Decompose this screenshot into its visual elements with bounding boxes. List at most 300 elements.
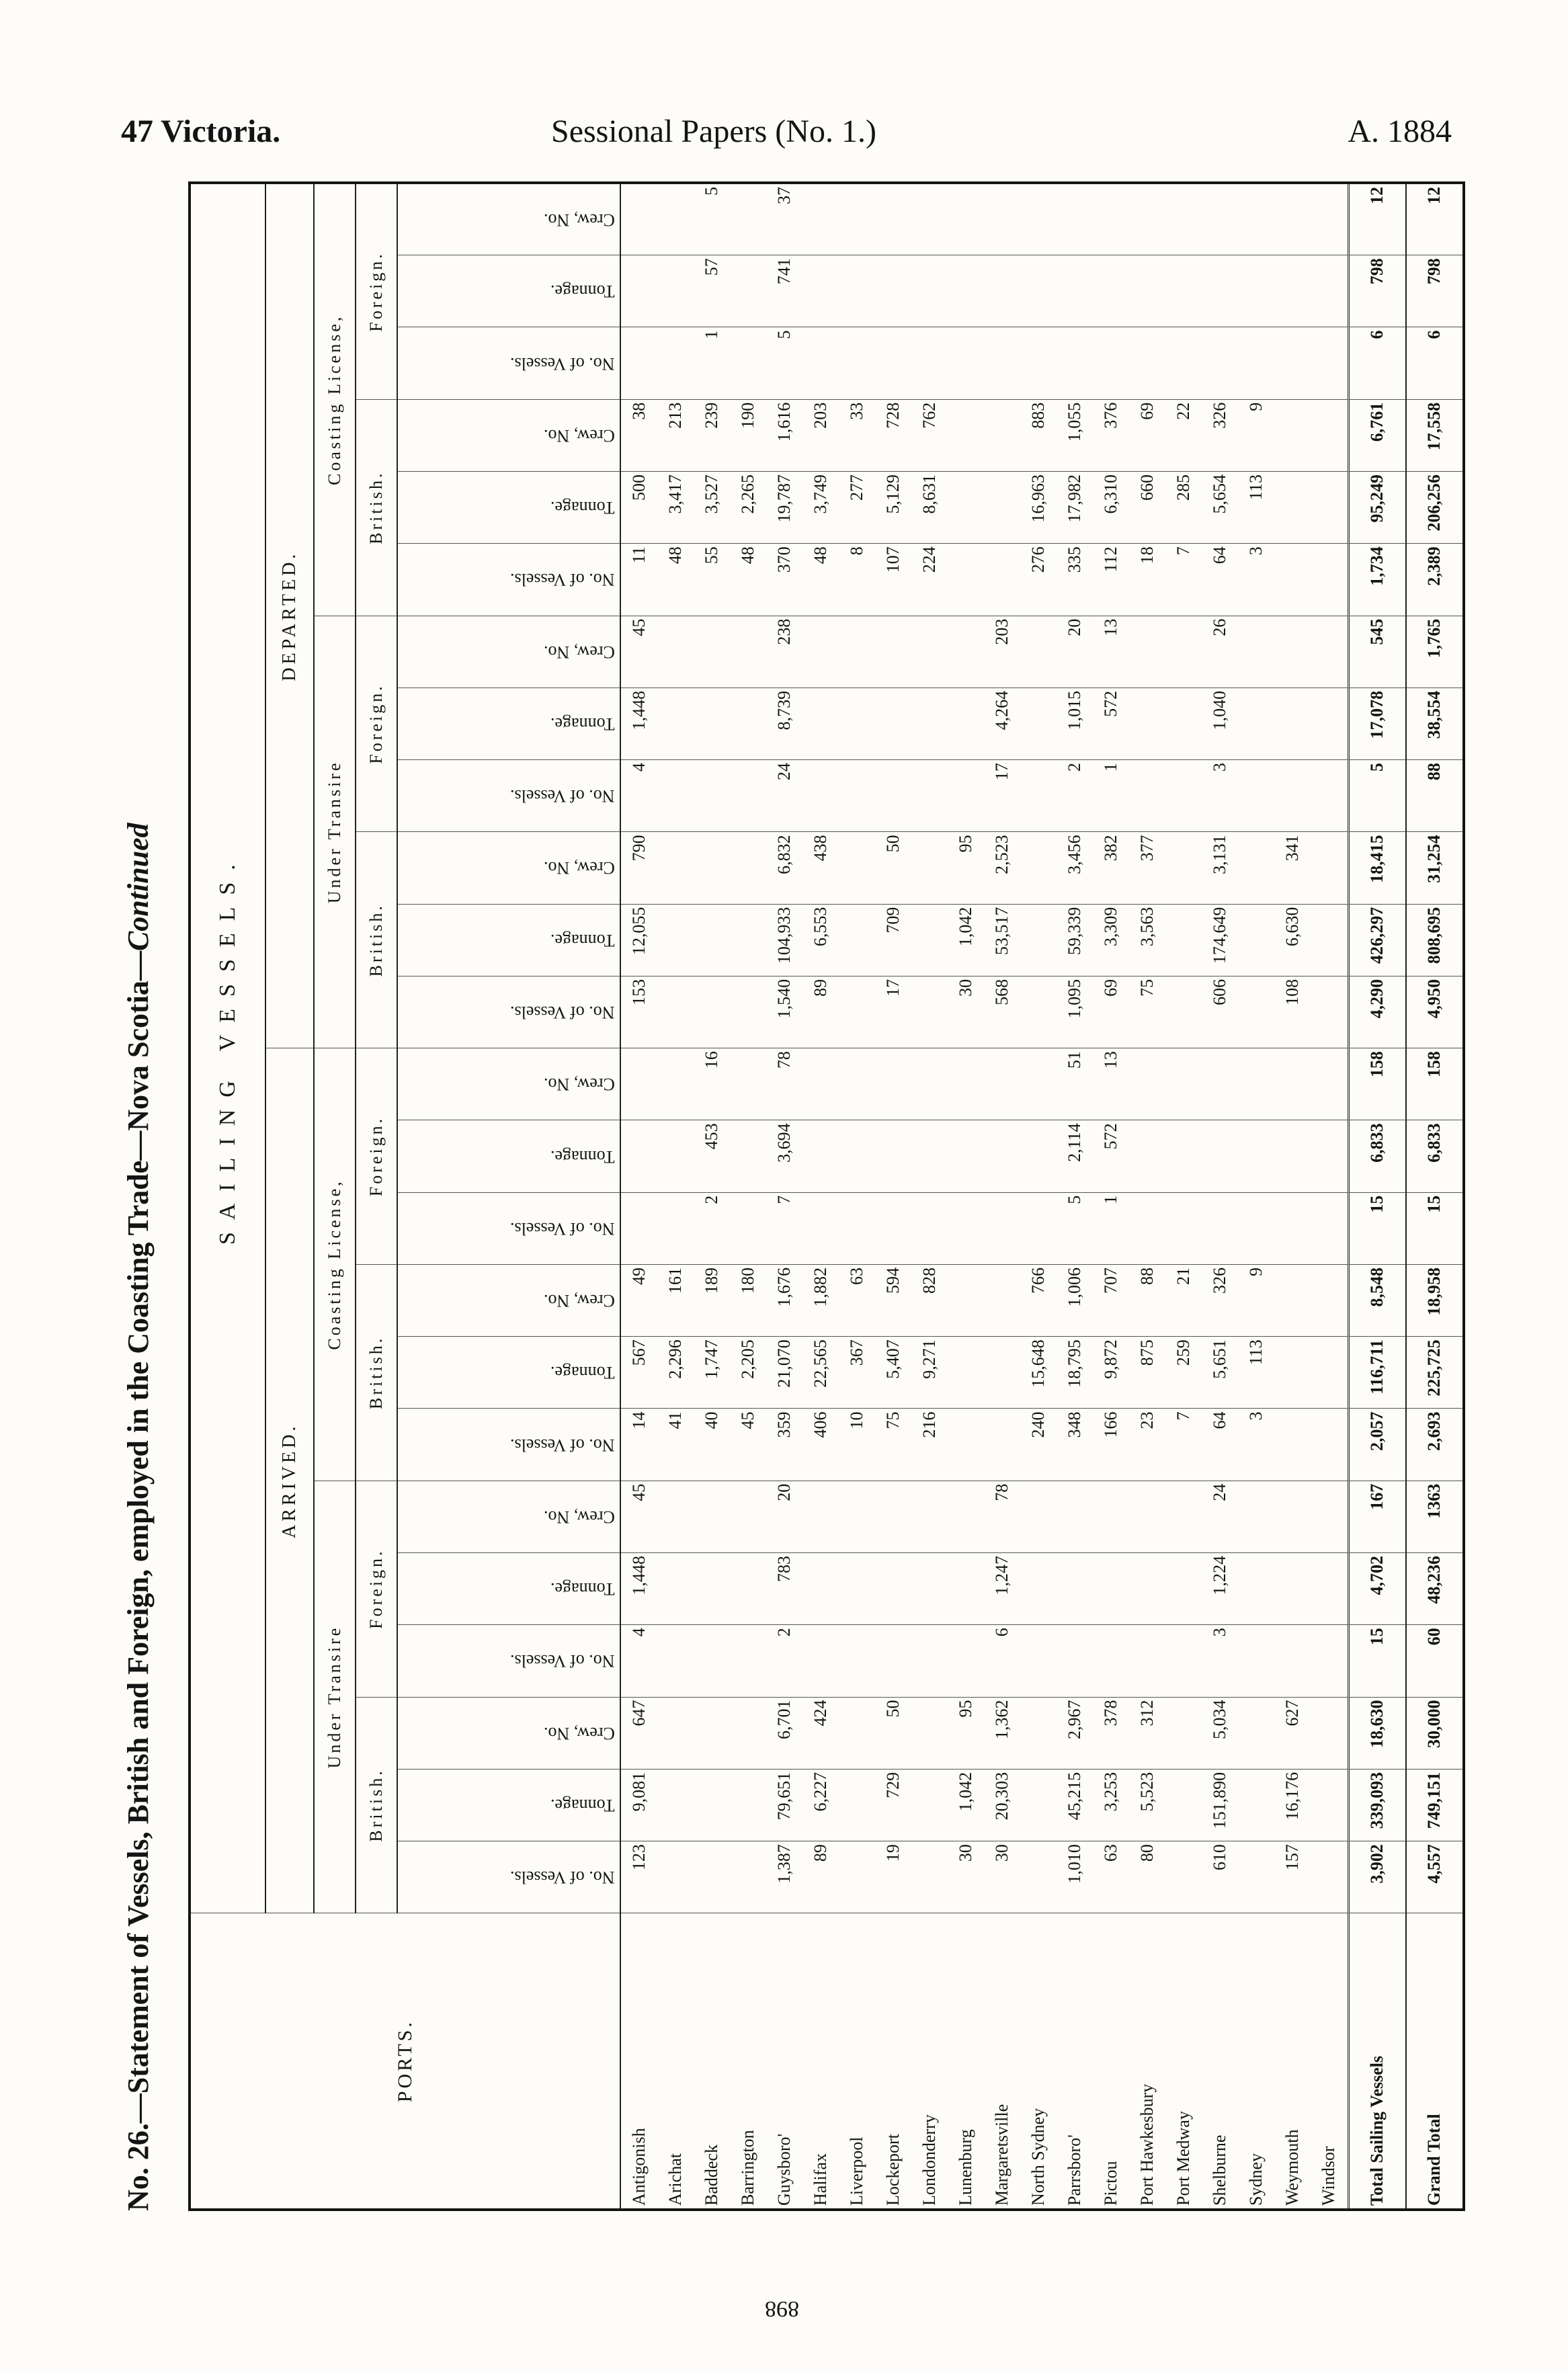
table-cell	[839, 1769, 875, 1841]
table-cell	[911, 688, 948, 759]
table-cell: 75	[1129, 976, 1165, 1048]
column-heading-text: Tonnage.	[550, 1579, 615, 1599]
table-cell	[730, 688, 766, 759]
table-cell: 3	[1202, 1625, 1238, 1697]
table-cell	[1129, 760, 1165, 832]
table-cell: 6,761	[1348, 399, 1406, 471]
table-cell	[1165, 327, 1202, 399]
table-cell	[1274, 760, 1311, 832]
table-cell: 64	[1202, 1409, 1238, 1481]
table-cell	[657, 1841, 694, 1913]
table-cell: 30	[948, 1841, 984, 1913]
table-cell: 112	[1093, 544, 1129, 616]
table-cell	[1238, 1048, 1274, 1120]
table-cell: 875	[1129, 1337, 1165, 1409]
tonnage-column-heading	[397, 904, 620, 976]
table-cell	[911, 183, 948, 255]
table-cell: 104,933	[766, 904, 802, 976]
table-cell: 158	[1406, 1048, 1464, 1120]
table-cell	[1311, 688, 1348, 759]
table-cell: 883	[1020, 399, 1057, 471]
table-cell	[802, 1048, 839, 1120]
table-cell: 1,006	[1057, 1264, 1093, 1336]
table-cell	[948, 1625, 984, 1697]
table-cell	[802, 760, 839, 832]
table-cell	[1238, 688, 1274, 759]
table-cell	[984, 544, 1020, 616]
table-cell: 2,389	[1406, 544, 1464, 616]
table-cell	[839, 688, 875, 759]
table-cell	[1129, 1625, 1165, 1697]
table-cell: 4,264	[984, 688, 1020, 759]
table-cell: 16,176	[1274, 1769, 1311, 1841]
table-cell	[1093, 1625, 1129, 1697]
table-cell: 3,253	[1093, 1769, 1129, 1841]
table-cell: 3,563	[1129, 904, 1165, 976]
table-cell	[1165, 183, 1202, 255]
table-cell	[948, 1337, 984, 1409]
table-cell: 647	[620, 1697, 657, 1769]
table-cell	[1165, 1553, 1202, 1625]
table-cell: 1,224	[1202, 1553, 1238, 1625]
table-cell	[1129, 1481, 1165, 1552]
table-cell: 3,749	[802, 472, 839, 544]
table-cell	[730, 976, 766, 1048]
table-cell	[1020, 1625, 1057, 1697]
table-cell: 382	[1093, 832, 1129, 904]
table-row	[984, 183, 1020, 2210]
table-cell: 259	[1165, 1337, 1202, 1409]
column-heading-text: No. of Vessels.	[510, 1651, 615, 1671]
table-cell: 5,523	[1129, 1769, 1165, 1841]
table-cell	[1129, 1553, 1165, 1625]
table-cell	[1238, 1769, 1274, 1841]
table-cell: 3,527	[694, 472, 730, 544]
table-cell: 50	[875, 1697, 911, 1769]
port-name: Lockeport	[875, 1913, 911, 2210]
table-cell	[911, 255, 948, 327]
table-cell: 225,725	[1406, 1337, 1464, 1409]
table-cell	[839, 183, 875, 255]
table-cell	[1274, 616, 1311, 688]
port-name: Londonderry	[911, 1913, 948, 2210]
table-cell	[657, 1625, 694, 1697]
table-cell	[948, 1192, 984, 1264]
table-cell	[802, 183, 839, 255]
table-cell: 174,649	[1202, 904, 1238, 976]
column-heading-text: Crew, No.	[544, 642, 615, 662]
table-cell: 89	[802, 976, 839, 1048]
table-cell: 18	[1129, 544, 1165, 616]
table-cell	[839, 976, 875, 1048]
table-cell	[1274, 1481, 1311, 1552]
table-cell: 749,151	[1406, 1769, 1464, 1841]
table-cell	[1093, 1553, 1129, 1625]
table-cell: 38,554	[1406, 688, 1464, 759]
table-cell: 95,249	[1348, 472, 1406, 544]
table-cell: 424	[802, 1697, 839, 1769]
port-name: Windsor	[1311, 1913, 1348, 2210]
table-cell: 3	[1238, 544, 1274, 616]
table-cell	[1238, 1841, 1274, 1913]
column-heading-text: No. of Vessels.	[510, 570, 615, 590]
table-cell	[1057, 255, 1093, 327]
column-heading-text: Tonnage.	[550, 282, 615, 302]
table-cell	[875, 760, 911, 832]
table-cell: 30	[948, 976, 984, 1048]
table-cell: 6,833	[1348, 1120, 1406, 1192]
table-cell	[1274, 1192, 1311, 1264]
table-cell: 238	[766, 616, 802, 688]
table-cell	[802, 1120, 839, 1192]
table-cell	[1238, 976, 1274, 1048]
table-cell	[1165, 832, 1202, 904]
table-row	[1093, 183, 1129, 2210]
table-cell: 406	[802, 1409, 839, 1481]
table-cell	[1238, 327, 1274, 399]
table-cell: 3,417	[657, 472, 694, 544]
table-cell	[1020, 832, 1057, 904]
caption-number: No. 26.—	[122, 2093, 155, 2211]
vessels-column-heading	[397, 327, 620, 399]
table-cell: 6,832	[766, 832, 802, 904]
table-cell	[657, 688, 694, 759]
table-cell	[1202, 1192, 1238, 1264]
column-heading-text: Crew, No.	[544, 1075, 615, 1095]
table-cell	[984, 1120, 1020, 1192]
table-cell	[730, 1481, 766, 1552]
foreign-heading: Foreign.	[356, 183, 397, 399]
table-row	[802, 183, 839, 2210]
table-cell	[911, 832, 948, 904]
table-cell	[875, 183, 911, 255]
table-cell	[657, 1481, 694, 1552]
table-cell	[984, 183, 1020, 255]
table-cell	[1238, 1553, 1274, 1625]
table-cell	[1093, 327, 1129, 399]
table-cell: 426,297	[1348, 904, 1406, 976]
table-cell: 4,950	[1406, 976, 1464, 1048]
table-cell: 89	[802, 1841, 839, 1913]
table-cell	[730, 1841, 766, 1913]
table-row	[875, 183, 911, 2210]
rotated-statement	[121, 181, 1479, 2211]
table-cell	[620, 327, 657, 399]
page-number: 898	[765, 2296, 799, 2321]
table-cell	[1165, 1192, 1202, 1264]
table-cell	[1129, 183, 1165, 255]
table-cell: 728	[875, 399, 911, 471]
table-cell: 572	[1093, 1120, 1129, 1192]
table-cell: 5,651	[1202, 1337, 1238, 1409]
table-cell: 189	[694, 1264, 730, 1336]
column-heading-text: Crew, No.	[544, 425, 615, 446]
table-cell	[1311, 904, 1348, 976]
table-cell: 1,540	[766, 976, 802, 1048]
table-cell: 2,967	[1057, 1697, 1093, 1769]
column-heading-text: Tonnage.	[550, 1363, 615, 1383]
tonnage-column-heading	[397, 1120, 620, 1192]
port-name: Pictou	[1093, 1913, 1129, 2210]
table-cell: 4	[620, 760, 657, 832]
table-cell: 17,558	[1406, 399, 1464, 471]
table-cell	[1129, 1048, 1165, 1120]
table-cell	[694, 1625, 730, 1697]
table-row	[1129, 183, 1165, 2210]
table-cell	[657, 904, 694, 976]
table-cell	[730, 1192, 766, 1264]
table-cell: 9	[1238, 1264, 1274, 1336]
tonnage-column-heading	[397, 688, 620, 759]
table-cell: 3,456	[1057, 832, 1093, 904]
table-cell: 762	[911, 399, 948, 471]
table-cell	[1311, 760, 1348, 832]
table-cell: 22,565	[802, 1337, 839, 1409]
port-name: Guysboro'	[766, 1913, 802, 2210]
table-cell	[1020, 1769, 1057, 1841]
table-cell: 60	[1406, 1625, 1464, 1697]
table-cell	[1311, 1192, 1348, 1264]
table-cell	[839, 760, 875, 832]
table-cell	[1238, 832, 1274, 904]
table-cell	[730, 183, 766, 255]
table-cell	[1238, 1192, 1274, 1264]
table-cell	[1020, 616, 1057, 688]
table-cell: 240	[1020, 1409, 1057, 1481]
table-cell	[948, 616, 984, 688]
table-cell	[802, 1481, 839, 1552]
table-cell	[657, 616, 694, 688]
table-cell	[911, 1120, 948, 1192]
table-cell: 38	[620, 399, 657, 471]
port-name: Parrsboro'	[1057, 1913, 1093, 2210]
table-cell: 216	[911, 1409, 948, 1481]
table-cell: 107	[875, 544, 911, 616]
table-cell: 377	[1129, 832, 1165, 904]
port-name: North Sydney	[1020, 1913, 1057, 2210]
coasting-trade-table	[188, 181, 1465, 2211]
vessels-column-heading	[397, 976, 620, 1048]
tonnage-column-heading	[397, 1553, 620, 1625]
table-cell	[1093, 255, 1129, 327]
table-cell: 2	[694, 1192, 730, 1264]
table-cell: 568	[984, 976, 1020, 1048]
table-cell: 2,296	[657, 1337, 694, 1409]
table-cell: 123	[620, 1841, 657, 1913]
table-cell: 57	[694, 255, 730, 327]
table-cell: 9,081	[620, 1769, 657, 1841]
table-cell	[730, 1048, 766, 1120]
arrived-license-heading: Coasting License,	[314, 1048, 356, 1481]
table-cell	[1311, 832, 1348, 904]
table-cell: 9	[1238, 399, 1274, 471]
table-cell	[1311, 976, 1348, 1048]
table-cell: 8,631	[911, 472, 948, 544]
table-cell	[1311, 1337, 1348, 1409]
table-cell: 348	[1057, 1409, 1093, 1481]
table-cell: 33	[839, 399, 875, 471]
table-row	[1202, 183, 1238, 2210]
port-name: Grand Total	[1406, 1913, 1464, 2210]
table-cell: 660	[1129, 472, 1165, 544]
table-cell	[911, 1841, 948, 1913]
table-cell: 729	[875, 1769, 911, 1841]
table-cell: 2,523	[984, 832, 1020, 904]
table-cell	[1238, 1625, 1274, 1697]
table-cell: 798	[1348, 255, 1406, 327]
table-cell	[948, 1264, 984, 1336]
table-cell: 167	[1348, 1481, 1406, 1552]
table-cell	[984, 1337, 1020, 1409]
table-cell	[911, 327, 948, 399]
column-heading-text: No. of Vessels.	[510, 1435, 615, 1455]
table-cell	[657, 1048, 694, 1120]
table-cell	[1020, 1481, 1057, 1552]
table-cell: 1,040	[1202, 688, 1238, 759]
table-cell	[694, 1481, 730, 1552]
table-cell: 239	[694, 399, 730, 471]
table-cell: 12	[1348, 183, 1406, 255]
table-cell: 59,339	[1057, 904, 1093, 976]
table-cell	[1238, 1481, 1274, 1552]
table-cell: 594	[875, 1264, 911, 1336]
table-cell	[948, 1553, 984, 1625]
table-row	[1238, 183, 1274, 2210]
table-cell: 8,739	[766, 688, 802, 759]
table-cell: 3,902	[1348, 1841, 1406, 1913]
column-heading-text: No. of Vessels.	[510, 353, 615, 374]
table-cell	[1165, 1048, 1202, 1120]
table-cell	[620, 1192, 657, 1264]
table-cell: 203	[802, 399, 839, 471]
table-cell: 75	[875, 1409, 911, 1481]
table-cell	[1311, 327, 1348, 399]
table-cell	[1020, 255, 1057, 327]
crew-column-heading	[397, 1481, 620, 1552]
table-cell	[694, 760, 730, 832]
table-cell: 1,882	[802, 1264, 839, 1336]
table-cell: 166	[1093, 1409, 1129, 1481]
table-cell	[802, 1625, 839, 1697]
table-cell: 1,616	[766, 399, 802, 471]
table-cell: 5,654	[1202, 472, 1238, 544]
table-cell	[1238, 183, 1274, 255]
table-cell: 16	[694, 1048, 730, 1120]
table-cell: 828	[911, 1264, 948, 1336]
table-cell	[657, 255, 694, 327]
table-cell	[1274, 1337, 1311, 1409]
table-cell	[1020, 1697, 1057, 1769]
table-cell	[1020, 1553, 1057, 1625]
table-cell	[694, 616, 730, 688]
column-heading-text: Crew, No.	[544, 210, 615, 230]
table-cell	[1238, 1120, 1274, 1192]
table-cell	[839, 616, 875, 688]
table-cell	[948, 1120, 984, 1192]
table-cell	[802, 1553, 839, 1625]
table-cell	[1274, 1264, 1311, 1336]
running-header	[121, 113, 1452, 167]
table-cell	[657, 1120, 694, 1192]
table-cell: 63	[1093, 1841, 1129, 1913]
table-cell: 45,215	[1057, 1769, 1093, 1841]
table-cell: 6	[984, 1625, 1020, 1697]
table-cell	[1165, 904, 1202, 976]
table-cell	[730, 1769, 766, 1841]
table-cell: 69	[1129, 399, 1165, 471]
sailing-vessels-heading: SAILING VESSELS.	[190, 183, 265, 1913]
port-name: Margaretsville	[984, 1913, 1020, 2210]
table-cell	[1238, 760, 1274, 832]
table-cell	[984, 1048, 1020, 1120]
table-cell: 376	[1093, 399, 1129, 471]
column-heading-text: Crew, No.	[544, 858, 615, 878]
table-cell: 88	[1129, 1264, 1165, 1336]
table-cell	[1311, 1481, 1348, 1552]
table-cell: 1,247	[984, 1553, 1020, 1625]
port-name: Lunenburg	[948, 1913, 984, 2210]
table-cell	[802, 616, 839, 688]
table-cell: 5	[694, 183, 730, 255]
table-cell: 5	[1057, 1192, 1093, 1264]
table-cell: 7	[1165, 544, 1202, 616]
table-cell	[1093, 1481, 1129, 1552]
table-cell	[657, 1697, 694, 1769]
port-name: Barrington	[730, 1913, 766, 2210]
table-cell: 8,548	[1348, 1264, 1406, 1336]
table-cell	[730, 1625, 766, 1697]
foreign-heading: Foreign.	[356, 616, 397, 832]
table-cell	[694, 1769, 730, 1841]
table-cell	[875, 1048, 911, 1120]
table-cell: 2	[766, 1625, 802, 1697]
ports-heading: PORTS.	[190, 1913, 620, 2210]
table-row	[948, 183, 984, 2210]
column-heading-text: Tonnage.	[550, 1795, 615, 1815]
table-cell: 3,694	[766, 1120, 802, 1192]
table-cell: 8	[839, 544, 875, 616]
table-cell: 30,000	[1406, 1697, 1464, 1769]
table-cell	[911, 976, 948, 1048]
column-heading-text: Tonnage.	[550, 714, 615, 734]
table-cell	[984, 255, 1020, 327]
table-cell: 41	[657, 1409, 694, 1481]
table-cell: 26	[1202, 616, 1238, 688]
table-cell	[694, 904, 730, 976]
table-cell: 1,448	[620, 1553, 657, 1625]
departed-license-heading: Coasting License,	[314, 183, 356, 616]
table-cell: 285	[1165, 472, 1202, 544]
table-cell: 453	[694, 1120, 730, 1192]
table-cell: 4,290	[1348, 976, 1406, 1048]
table-cell: 709	[875, 904, 911, 976]
table-row	[911, 183, 948, 2210]
table-cell: 5	[766, 327, 802, 399]
column-heading-text: Crew, No.	[544, 1291, 615, 1311]
table-cell: 37	[766, 183, 802, 255]
port-name: Weymouth	[1274, 1913, 1311, 2210]
crew-column-heading	[397, 399, 620, 471]
british-heading: British.	[356, 399, 397, 616]
table-cell	[984, 327, 1020, 399]
table-cell: 24	[766, 760, 802, 832]
vessels-column-heading	[397, 1192, 620, 1264]
table-cell	[620, 1120, 657, 1192]
table-cell: 17	[875, 976, 911, 1048]
british-heading: British.	[356, 1264, 397, 1481]
table-cell	[839, 1841, 875, 1913]
table-cell: 213	[657, 399, 694, 471]
